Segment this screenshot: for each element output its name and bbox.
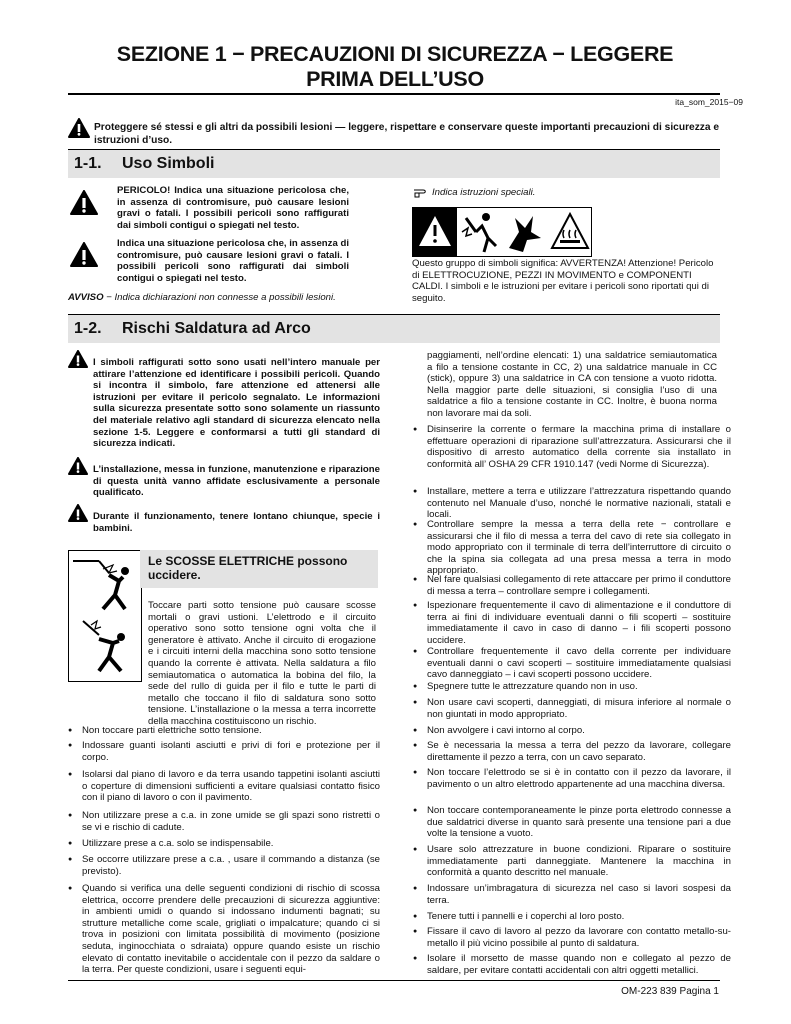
danger-text: PERICOLO! Indica una situazione pericolosa che, in assenza di contromisure, può causare lesioni gravi o fatali. I possibili pericoli sono raffigurati dai simboli contigui o spiegati nel testo. bbox=[117, 185, 349, 231]
list-item: ● Controllare frequentemente il cavo della corrente per individuare eventuali danni o cavi scoperti – sostituire immediatamente qualsiasi cavo danneggiato – i cavi scoperti possono uccidere. bbox=[413, 646, 731, 681]
warning-symbol-cell bbox=[413, 208, 457, 256]
page-title bbox=[40, 42, 750, 92]
doc-code: ita_som_2015−09 bbox=[675, 97, 743, 107]
warning-icon bbox=[68, 118, 90, 138]
danger-icon bbox=[70, 190, 98, 215]
moving-parts-symbol-cell bbox=[503, 208, 547, 256]
avviso-text: − Indica dichiarazioni non connesse a possibili lesioni. bbox=[103, 292, 336, 303]
list-item: ● Quando si verifica una delle seguenti condizioni di rischio di scossa elettrica, occorre prendere delle precauzioni di sicurezza aggiuntive: in ambienti umidi o quando si indossano indumenti bagnati; su strutture metalliche come scale, grigliati o impalcature; quando ci si trova in posizioni con limitata possibilità di movimento (posizione seduta, inginocchiata o sdraiata) oppure quando esiste un rischio elevato di contatto inevitabile o accidentale con il pezzo da saldare o la terra. Per queste condizioni, usare i seguenti equi- bbox=[68, 883, 380, 976]
moving-parts-icon bbox=[503, 208, 547, 256]
list-item: ● Nel fare qualsiasi collegamento di rete attaccare per primo il conduttore di messa a terra – controllare sempre i collegamenti. bbox=[413, 574, 731, 597]
warning-icon bbox=[70, 242, 98, 267]
warning-icon bbox=[68, 504, 88, 522]
electric-shock-icon bbox=[458, 208, 502, 256]
title-line-1: SEZIONE 1 − PRECAUZIONI DI SICUREZZA − LEGGERE bbox=[116, 42, 674, 66]
list-item: ● Usare solo attrezzature in buone condizioni. Riparare o sostituire immediatamente parti danneggiate. Mantenere la macchina in conformità a quanto descritto nel manuale. bbox=[413, 844, 731, 879]
hot-parts-symbol-cell bbox=[548, 208, 592, 256]
list-item: ● Indossare un’imbragatura di sicurezza nel caso si lavori sospesi da terra. bbox=[413, 883, 731, 906]
footer-rule bbox=[68, 980, 720, 981]
warning-text: Indica una situazione pericolosa che, in assenza di contromisure, può causare lesioni gravi o fatali. I possibili pericoli sono raffigurati dai simboli contigui o spiegati nel testo. bbox=[117, 238, 349, 284]
electric-shock-icon bbox=[69, 551, 141, 681]
warning-qualified-text: L’installazione, messa in funzione, manutenzione e riparazione di questa unità vanno affidate esclusivamente a personale qualificato. bbox=[93, 464, 380, 499]
electric-shock-heading bbox=[140, 550, 378, 588]
pointing-hand-icon bbox=[413, 187, 429, 198]
avviso-label: AVVISO bbox=[68, 292, 104, 303]
list-item: ● Se occorre utilizzare prese a c.a. , usare il commando a distanza (se previsto). bbox=[68, 854, 380, 877]
list-item: ● Non usare cavi scoperti, danneggiati, di misura inferiore al normale o non giuntati in modo appropriato. bbox=[413, 697, 731, 720]
right-continuation: paggiamenti, nell’ordine elencati: 1) una saldatrice semiautomatica a filo a tensione costante in CC, 2) una saldatrice manuale in CC (stick), oppure 3) una saldatrice in CA con tensione a vuoto ridotta. Nella maggior parte delle situazioni, si consiglia l’uso di una saldatrice a filo a tensione costante in CC. Inoltre, è buona norma non lavorare mai da soli. bbox=[427, 350, 717, 419]
warning-icon bbox=[413, 208, 457, 256]
list-item: ● Spegnere tutte le attrezzature quando non in uso. bbox=[413, 681, 731, 693]
title-line-2: PRIMA DELL’USO bbox=[306, 67, 484, 91]
section-1-1-header bbox=[68, 149, 720, 178]
list-item: ● Non utilizzare prese a c.a. in zone umide se gli spazi sono ristretti o se vi e rischio di cadute. bbox=[68, 810, 380, 833]
electric-shock-symbol-cell bbox=[458, 208, 502, 256]
title-rule bbox=[68, 93, 720, 95]
list-item: ● Isolare il morsetto de masse quando non e collegato al pezzo de saldare, per evitare contatti accidentali con altri oggetti metallici. bbox=[413, 953, 731, 976]
special-note: Indica istruzioni speciali. bbox=[432, 187, 536, 198]
list-item: ● Ispezionare frequentemente il cavo di alimentazione e il conduttore di terra ai fini di individuare eventuali danni o fili scoperti – sostituire immediatamente il cavo in caso di danno – i fili scoperti possono uccidere. bbox=[413, 600, 731, 646]
list-item: ● Non toccare parti elettriche sotto tensione. bbox=[68, 725, 380, 737]
list-item: ● Controllare sempre la messa a terra della rete − controllare e assicurarsi che il filo di messa a terra del cavo di rete sia collegato in modo appropriato con il terminale di terra dell’interruttore di circuito o che la spina sia collegata ad una presa messa a terra in modo appropriato. bbox=[413, 519, 731, 577]
avviso-note bbox=[68, 292, 368, 304]
list-item: ● Fissare il cavo di lavoro al pezzo da lavorare con contatto metallo-su-metallo il più vicino possibile al punto di saldatura. bbox=[413, 926, 731, 949]
symbols-caption: Questo gruppo di simboli significa: AVVERTENZA! Attenzione! Pericolo di ELETTROCUZIONE, PEZZI IN MOVIMENTO e COMPONENTI CALDI. I simboli e le istruzioni per evitare i pericoli sono riportati qui di seguito. bbox=[412, 258, 714, 304]
list-item: ● Non toccare contemporaneamente le pinze porta elettrodo connesse a due saldatrici diverse in quanto sarà presente una tensione pari a due volte la tensione a vuoto. bbox=[413, 805, 731, 840]
list-item: ● Disinserire la corrente o fermare la macchina prima di installare o effettuare operazioni di riparazione sull’attrezzatura. Assicurarsi che il dispositivo di arresto automatico della corrente sia installato in conformità all’ OSHA 29 CFR 1910.147 (vedi Norme di Sicurezza). bbox=[413, 424, 731, 470]
list-item: ● Isolarsi dal piano di lavoro e da terra usando tappetini isolanti asciutti o coperture di dimensioni sufficienti a evitare qualsiasi contatto fisico con il piano di lavoro o con il pavimento. bbox=[68, 769, 380, 804]
list-item: ● Indossare guanti isolanti asciutti e privi di fori e protezione per il corpo. bbox=[68, 740, 380, 763]
warning-icon bbox=[68, 457, 88, 475]
warning-symbols-text: I simboli raffigurati sotto sono usati nell’intero manuale per attirare l’attenzione ed identificare i possibili pericoli. Quando si incontra il simbolo, fare attenzione ed attenersi alle istruzioni per evitare il pericolo segnalato. Le informazioni sulla sicurezza presentate sotto sono solamente un riassunto del materiale relativo agli standard di sicurezza elencato nella sezione 1-5. Leggere e conformarsi a tutti gli standard di sicurezza indicati. bbox=[93, 357, 380, 450]
list-item: ● Non toccare l’elettrodo se si è in contatto con il pezzo da lavorare, il pavimento o un altro elettrodo appartenente ad una macchina diversa. bbox=[413, 767, 731, 790]
section-1-2-title: Rischi Saldatura ad Arco bbox=[122, 320, 311, 337]
list-item: ● Installare, mettere a terra e utilizzare l’attrezzatura rispettando quando contenuto nel Manuale d’uso, nonché le normative nazionali, statali e locali. bbox=[413, 486, 731, 521]
list-item: ● Se è necessaria la messa a terra del pezzo da lavorare, collegare direttamente il pezzo a terra, con un cavo separato. bbox=[413, 740, 731, 763]
list-item: ● Tenere tutti i pannelli e i coperchi al loro posto. bbox=[413, 911, 731, 923]
page-footer: OM-223 839 Pagina 1 bbox=[621, 986, 719, 997]
electric-shock-illustration bbox=[68, 550, 142, 682]
section-1-1-title: Uso Simboli bbox=[122, 155, 215, 172]
hazard-symbol-group bbox=[412, 207, 592, 257]
electric-shock-title: Le SCOSSE ELETTRICHE possono uccidere. bbox=[148, 554, 348, 582]
hot-surface-icon bbox=[548, 208, 592, 256]
list-item: ● Non avvolgere i cavi intorno al corpo. bbox=[413, 725, 731, 737]
intro-text: Proteggere sé stessi e gli altri da possibili lesioni — leggere, rispettare e conservare queste importanti precauzioni di sicurezza e istruzioni d’uso. bbox=[94, 122, 720, 146]
warning-icon bbox=[68, 350, 88, 368]
electric-shock-description: Toccare parti sotto tensione può causare scosse mortali o gravi ustioni. L’elettrodo e il circuito operativo sono sotto tensione ogni volta che il generatore è attivato. Anche il circuito di erogazione e i circuiti interni della macchina sono sotto tensione quando la corrente è attivata. Nella saldatura a filo semiautomatica o automatica la bobina del filo, la sede del rullo di guida per il filo e tutte le parti di metallo che toccano il filo di saldatura sono sotto tensione. L’installazione o la messa a terra incorrette della macchina costituiscono un rischio. bbox=[148, 600, 376, 727]
section-1-2-number: 1-2. bbox=[74, 320, 102, 337]
warning-children-text: Durante il funzionamento, tenere lontano chiunque, specie i bambini. bbox=[93, 511, 380, 534]
section-1-2-header bbox=[68, 314, 720, 343]
list-item: ● Utilizzare prese a c.a. solo se indispensabile. bbox=[68, 838, 380, 850]
section-1-1-number: 1-1. bbox=[74, 155, 102, 172]
